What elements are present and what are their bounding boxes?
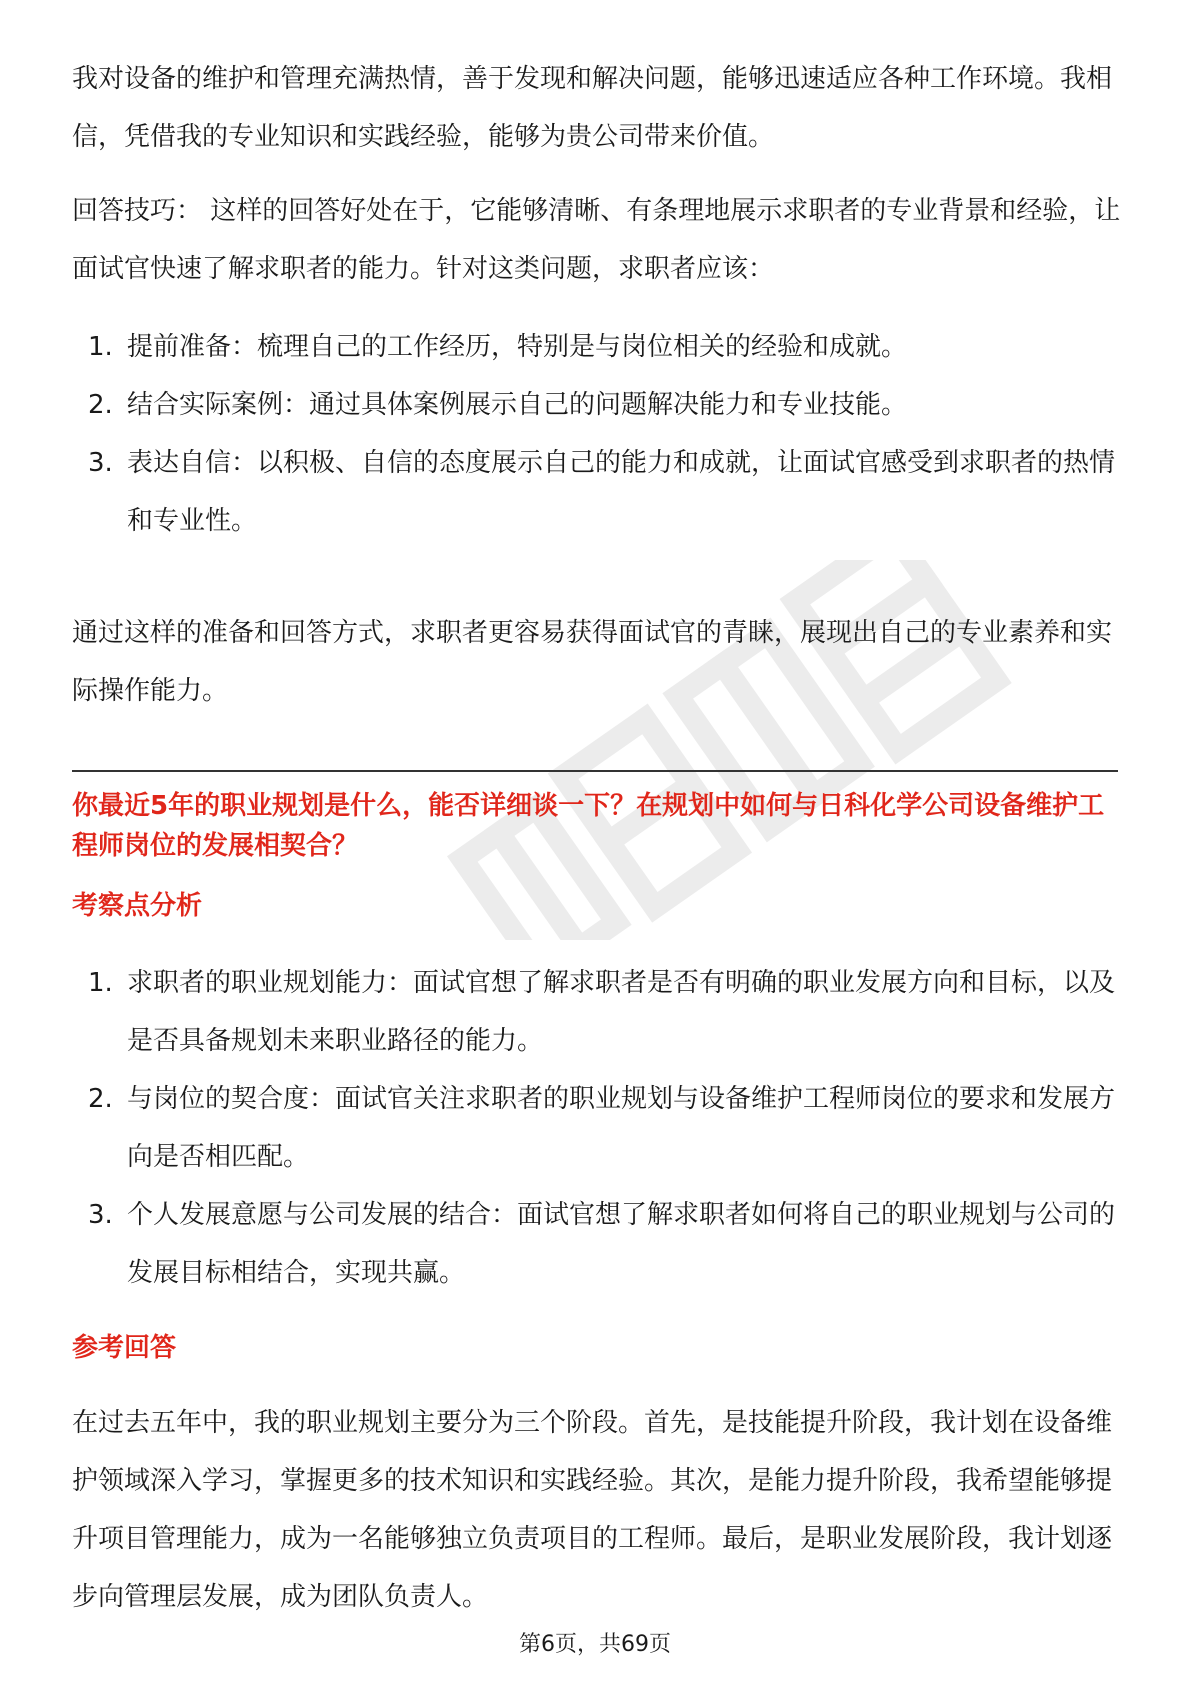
list-item — [72, 318, 1122, 376]
analysis-heading: 考察点分析 — [72, 891, 203, 921]
tips-list — [72, 318, 1122, 550]
list-item-text: 提前准备：梳理自己的工作经历，特别是与岗位相关的经验和成就。 — [127, 332, 908, 362]
list-number: 2. — [88, 390, 113, 420]
list-item — [72, 434, 1122, 550]
list-number: 3. — [88, 448, 113, 478]
question-title: 你最近5年的职业规划是什么，能否详细谈一下？在规划中如何与日科化学公司设备维护工程师岗位的发展相契合？ — [72, 791, 1105, 861]
intro-paragraph: 我对设备的维护和管理充满热情，善于发现和解决问题，能够迅速适应各种工作环境。我相信，凭借我的专业知识和实践经验，能够为贵公司带来价值。 — [72, 64, 1113, 152]
section-divider — [72, 770, 1118, 772]
list-number: 2. — [88, 1084, 113, 1114]
list-item-text: 求职者的职业规划能力：面试官想了解求职者是否有明确的职业发展方向和目标，以及是否具备规划未来职业路径的能力。 — [127, 968, 1116, 1056]
reference-heading: 参考回答 — [72, 1333, 177, 1363]
list-item — [72, 1186, 1122, 1302]
list-item — [72, 954, 1122, 1070]
reference-answer: 在过去五年中，我的职业规划主要分为三个阶段。首先，是技能提升阶段，我计划在设备维护领域深入学习，掌握更多的技术知识和实践经验。其次，是能力提升阶段，我希望能够提升项目管理能力，成为一名能够独立负责项目的工程师。最后，是职业发展阶段，我计划逐步向管理层发展，成为团队负责人。 — [72, 1408, 1113, 1612]
list-item-text: 个人发展意愿与公司发展的结合：面试官想了解求职者如何将自己的职业规划与公司的发展目标相结合，实现共赢。 — [127, 1200, 1116, 1288]
list-item-text: 与岗位的契合度：面试官关注求职者的职业规划与设备维护工程师岗位的要求和发展方向是否相匹配。 — [127, 1084, 1116, 1172]
page-number: 第6页，共69页 — [519, 1632, 671, 1657]
list-number: 1. — [88, 332, 113, 362]
list-item — [72, 1070, 1122, 1186]
closing-paragraph: 通过这样的准备和回答方式，求职者更容易获得面试官的青睐，展现出自己的专业素养和实际操作能力。 — [72, 618, 1113, 706]
list-item — [72, 376, 1122, 434]
list-item-text: 结合实际案例：通过具体案例展示自己的问题解决能力和专业技能。 — [127, 390, 908, 420]
list-item-text: 表达自信：以积极、自信的态度展示自己的能力和成就，让面试官感受到求职者的热情和专业性。 — [127, 448, 1116, 536]
list-number: 3. — [88, 1200, 113, 1230]
tips-paragraph: 回答技巧： 这样的回答好处在于，它能够清晰、有条理地展示求职者的专业背景和经验，让面试官快速了解求职者的能力。针对这类问题，求职者应该： — [72, 196, 1121, 284]
analysis-list — [72, 954, 1122, 1302]
list-number: 1. — [88, 968, 113, 998]
